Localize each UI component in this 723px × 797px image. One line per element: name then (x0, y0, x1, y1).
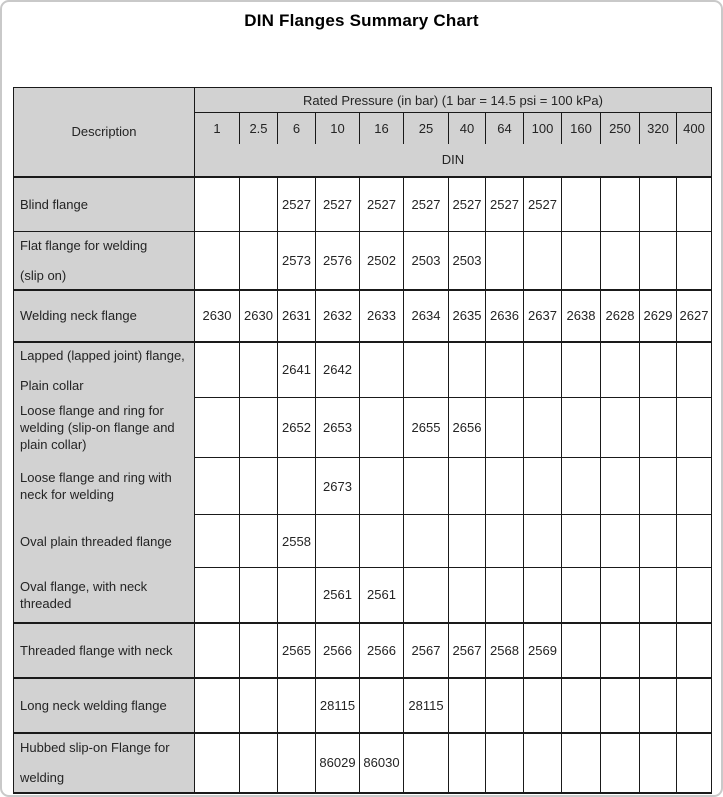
empty-cell (524, 232, 562, 290)
empty-cell (601, 232, 640, 290)
empty-cell (360, 342, 404, 398)
empty-cell (240, 515, 278, 568)
empty-cell (640, 177, 677, 232)
description-line: Oval plain threaded flange (20, 533, 172, 549)
din-number-cell: 2656 (449, 398, 486, 458)
empty-cell (524, 515, 562, 568)
empty-cell (316, 515, 360, 568)
empty-cell (677, 568, 712, 623)
empty-cell (195, 342, 240, 398)
din-number-cell: 2558 (278, 515, 316, 568)
table-row (14, 458, 712, 515)
empty-cell (404, 515, 449, 568)
empty-cell (195, 733, 240, 793)
empty-cell (524, 733, 562, 793)
table-row (14, 678, 712, 733)
empty-cell (449, 342, 486, 398)
pressure-value-header: 25 (404, 113, 449, 144)
pressure-value-header: 40 (449, 113, 486, 144)
table-row (14, 733, 712, 793)
empty-cell (195, 515, 240, 568)
empty-cell (601, 458, 640, 515)
empty-cell (195, 623, 240, 678)
empty-cell (524, 342, 562, 398)
empty-cell (360, 678, 404, 733)
empty-cell (562, 232, 601, 290)
din-number-cell: 2561 (316, 568, 360, 623)
din-number-cell: 2638 (562, 290, 601, 342)
din-number-cell: 2569 (524, 623, 562, 678)
table-row (14, 290, 712, 342)
empty-cell (677, 515, 712, 568)
pressure-value-header: 64 (486, 113, 524, 144)
empty-cell (562, 342, 601, 398)
empty-cell (601, 515, 640, 568)
din-number-cell: 2635 (449, 290, 486, 342)
description-cell (14, 733, 195, 793)
description-line: welding (slip-on flange and (20, 420, 175, 435)
din-number-cell: 2527 (404, 177, 449, 232)
empty-cell (524, 458, 562, 515)
din-number-cell: 2631 (278, 290, 316, 342)
empty-cell (601, 678, 640, 733)
empty-cell (640, 458, 677, 515)
empty-cell (562, 733, 601, 793)
empty-cell (360, 515, 404, 568)
empty-cell (562, 458, 601, 515)
description-line: plain collar) (20, 437, 87, 452)
empty-cell (486, 678, 524, 733)
din-number-cell: 2634 (404, 290, 449, 342)
empty-cell (677, 678, 712, 733)
pressure-value-header: 16 (360, 113, 404, 144)
din-number-cell: 2568 (486, 623, 524, 678)
description-line: Welding neck flange (20, 308, 137, 323)
din-number-cell: 2632 (316, 290, 360, 342)
table-row (14, 623, 712, 678)
description-line: Loose flange and ring for (20, 403, 164, 418)
empty-cell (240, 342, 278, 398)
empty-cell (240, 623, 278, 678)
page-title: DIN Flanges Summary Chart (244, 11, 479, 30)
pressure-value-header: 2.5 (240, 113, 278, 144)
description-line: neck for welding (20, 487, 114, 502)
din-number-cell: 2628 (601, 290, 640, 342)
empty-cell (278, 733, 316, 793)
empty-cell (195, 678, 240, 733)
din-standard-header: DIN (195, 144, 712, 177)
din-number-cell: 2502 (360, 232, 404, 290)
description-line: welding (20, 770, 65, 785)
description-line: threaded (20, 595, 72, 611)
din-number-cell: 2576 (316, 232, 360, 290)
empty-cell (601, 623, 640, 678)
empty-cell (562, 515, 601, 568)
empty-cell (640, 623, 677, 678)
din-number-cell: 2566 (360, 623, 404, 678)
empty-cell (562, 177, 601, 232)
empty-cell (640, 733, 677, 793)
empty-cell (486, 398, 524, 458)
empty-cell (486, 232, 524, 290)
empty-cell (404, 342, 449, 398)
description-column-header: Description (14, 88, 195, 177)
din-number-cell: 28115 (316, 678, 360, 733)
table-row (14, 342, 712, 398)
empty-cell (640, 342, 677, 398)
empty-cell (449, 733, 486, 793)
empty-cell (486, 568, 524, 623)
empty-cell (360, 398, 404, 458)
pressure-value-header: 1 (195, 113, 240, 144)
din-number-cell: 2527 (278, 177, 316, 232)
empty-cell (404, 458, 449, 515)
description-line: Threaded flange with neck (20, 642, 173, 658)
empty-cell (486, 733, 524, 793)
rated-pressure-header: Rated Pressure (in bar) (1 bar = 14.5 psi = 100 kPa) (195, 88, 712, 113)
empty-cell (677, 733, 712, 793)
description-line: Oval flange, with neck (20, 578, 148, 594)
empty-cell (562, 623, 601, 678)
empty-cell (240, 398, 278, 458)
din-number-cell: 2527 (449, 177, 486, 232)
empty-cell (240, 232, 278, 290)
din-number-cell: 2636 (486, 290, 524, 342)
din-number-cell: 2503 (404, 232, 449, 290)
description-line: Hubbed slip-on Flange for (20, 740, 170, 755)
description-cell (14, 398, 195, 458)
empty-cell (601, 398, 640, 458)
empty-cell (240, 568, 278, 623)
empty-cell (562, 678, 601, 733)
description-line: Long neck welding flange (20, 697, 167, 713)
empty-cell (404, 733, 449, 793)
empty-cell (486, 342, 524, 398)
table-row (14, 177, 712, 232)
pressure-value-header: 160 (562, 113, 601, 144)
empty-cell (562, 568, 601, 623)
empty-cell (278, 458, 316, 515)
pressure-value-header: 250 (601, 113, 640, 144)
description-line: Blind flange (20, 196, 88, 212)
din-number-cell: 2655 (404, 398, 449, 458)
description-cell (14, 342, 195, 398)
empty-cell (240, 733, 278, 793)
din-number-cell: 2652 (278, 398, 316, 458)
din-number-cell: 2527 (486, 177, 524, 232)
description-cell (14, 232, 195, 290)
flanges-table (13, 87, 712, 794)
table-row (14, 515, 712, 568)
description-cell (14, 515, 195, 568)
empty-cell (524, 568, 562, 623)
empty-cell (449, 678, 486, 733)
din-number-cell: 86030 (360, 733, 404, 793)
description-line: Flat flange for welding (20, 237, 148, 253)
empty-cell (449, 515, 486, 568)
description-line: Lapped (lapped joint) flange, (20, 347, 185, 363)
empty-cell (677, 232, 712, 290)
description-cell (14, 290, 195, 342)
din-number-cell: 2653 (316, 398, 360, 458)
din-number-cell: 2641 (278, 342, 316, 398)
din-number-cell: 2573 (278, 232, 316, 290)
description-cell (14, 623, 195, 678)
pressure-value-header: 100 (524, 113, 562, 144)
din-number-cell: 2673 (316, 458, 360, 515)
description-line: Loose flange and ring with (20, 470, 172, 485)
empty-cell (449, 458, 486, 515)
din-number-cell: 2566 (316, 623, 360, 678)
din-number-cell: 2633 (360, 290, 404, 342)
empty-cell (195, 177, 240, 232)
description-line: (slip on) (20, 267, 67, 283)
empty-cell (404, 568, 449, 623)
empty-cell (677, 623, 712, 678)
empty-cell (640, 568, 677, 623)
description-cell (14, 177, 195, 232)
pressure-value-header: 6 (278, 113, 316, 144)
din-number-cell: 2527 (316, 177, 360, 232)
empty-cell (195, 568, 240, 623)
empty-cell (677, 398, 712, 458)
empty-cell (240, 177, 278, 232)
din-number-cell: 2561 (360, 568, 404, 623)
description-cell (14, 568, 195, 623)
empty-cell (640, 515, 677, 568)
din-number-cell: 2637 (524, 290, 562, 342)
empty-cell (195, 232, 240, 290)
din-number-cell: 86029 (316, 733, 360, 793)
empty-cell (677, 342, 712, 398)
description-cell (14, 678, 195, 733)
pressure-value-header: 400 (677, 113, 712, 144)
table-row (14, 232, 712, 290)
empty-cell (562, 398, 601, 458)
din-number-cell: 2642 (316, 342, 360, 398)
din-number-cell: 2527 (360, 177, 404, 232)
pressure-value-header: 10 (316, 113, 360, 144)
empty-cell (486, 515, 524, 568)
din-number-cell: 2565 (278, 623, 316, 678)
din-number-cell: 28115 (404, 678, 449, 733)
empty-cell (195, 458, 240, 515)
empty-cell (240, 458, 278, 515)
pressure-value-header: 320 (640, 113, 677, 144)
din-number-cell: 2567 (449, 623, 486, 678)
empty-cell (601, 733, 640, 793)
empty-cell (640, 232, 677, 290)
empty-cell (278, 678, 316, 733)
empty-cell (486, 458, 524, 515)
table-row (14, 568, 712, 623)
table-row (14, 398, 712, 458)
din-number-cell: 2567 (404, 623, 449, 678)
din-number-cell: 2630 (240, 290, 278, 342)
empty-cell (640, 678, 677, 733)
table-header (14, 88, 712, 177)
empty-cell (601, 342, 640, 398)
din-number-cell: 2503 (449, 232, 486, 290)
empty-cell (278, 568, 316, 623)
empty-cell (524, 398, 562, 458)
empty-cell (360, 458, 404, 515)
empty-cell (240, 678, 278, 733)
din-number-cell: 2627 (677, 290, 712, 342)
empty-cell (195, 398, 240, 458)
empty-cell (601, 177, 640, 232)
description-cell (14, 458, 195, 515)
empty-cell (601, 568, 640, 623)
empty-cell (449, 568, 486, 623)
empty-cell (677, 458, 712, 515)
empty-cell (640, 398, 677, 458)
din-number-cell: 2527 (524, 177, 562, 232)
table-body (14, 177, 712, 793)
din-number-cell: 2629 (640, 290, 677, 342)
description-line: Plain collar (20, 377, 84, 393)
empty-cell (677, 177, 712, 232)
din-number-cell: 2630 (195, 290, 240, 342)
empty-cell (524, 678, 562, 733)
